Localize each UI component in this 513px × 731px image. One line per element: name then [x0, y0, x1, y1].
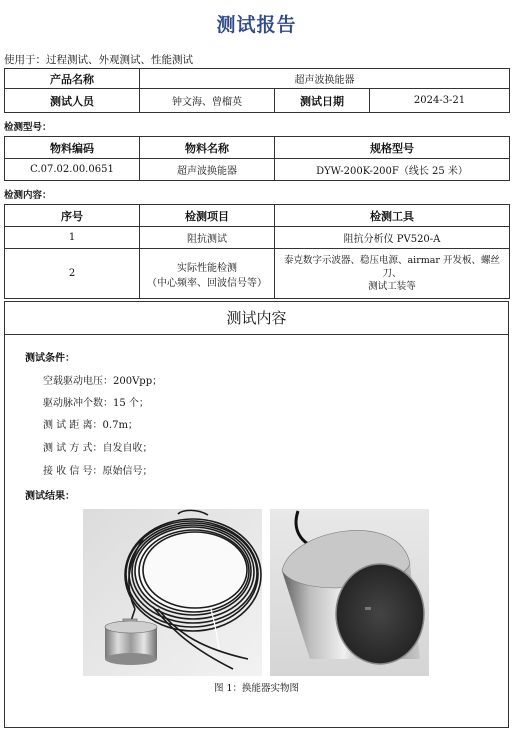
figure-caption: 图 1：换能器实物图 [213, 683, 300, 694]
transducer-cable-photo [83, 509, 262, 676]
tester-value: 钟文海、曾榴英 [140, 89, 275, 113]
content-section-heading: 检测内容： [4, 190, 52, 201]
report-title: 测试报告 [216, 14, 297, 36]
content-row-tool: 阻抗分析仪 PV520-A [275, 227, 510, 249]
conditions-label: 测试条件： [25, 353, 75, 364]
results-label: 测试结果： [25, 491, 75, 502]
content-row-item: 阻抗测试 [140, 227, 275, 249]
tool-line: 刀、 [382, 268, 402, 279]
transducer-closeup-photo [270, 509, 429, 676]
date-value: 2024-3-21 [370, 89, 510, 113]
model-section-heading: 检测型号： [4, 122, 52, 133]
condition-line: 接 收 信 号：原始信号； [43, 466, 153, 477]
model-spec: DYW-200K-200F（线长 25 米） [275, 159, 510, 181]
test-content-heading: 测试内容 [5, 302, 508, 335]
item-line: （中心频率、回波信号等） [147, 277, 267, 289]
model-header-spec: 规格型号 [275, 137, 510, 159]
model-header-name: 物料名称 [140, 137, 275, 159]
content-row-no: 1 [5, 227, 140, 249]
content-header-item: 检测项目 [140, 205, 275, 227]
content-row-tool [275, 249, 510, 299]
date-label: 测试日期 [275, 89, 370, 113]
content-table [4, 204, 510, 299]
condition-line: 空载驱动电压：200Vpp； [43, 376, 163, 387]
condition-line: 测 试 距 离：0.7m； [43, 420, 138, 431]
content-row-item [140, 249, 275, 299]
applies-to-text: 使用于：过程测试、外观测试、性能测试 [4, 54, 193, 66]
product-name-value: 超声波换能器 [140, 69, 510, 89]
model-name: 超声波换能器 [140, 159, 275, 181]
condition-line: 驱动脉冲个数：15 个； [43, 398, 149, 409]
content-header-tool: 检测工具 [275, 205, 510, 227]
test-content-box [4, 301, 509, 728]
condition-line: 测 试 方 式：自发自收； [43, 443, 153, 454]
tool-line: 测试工装等 [368, 281, 416, 292]
model-table [4, 136, 510, 181]
tester-label: 测试人员 [5, 89, 140, 113]
item-line: 实际性能检测 [177, 262, 237, 274]
model-header-code: 物料编码 [5, 137, 140, 159]
model-code: C.07.02.00.0651 [5, 159, 140, 181]
content-header-no: 序号 [5, 205, 140, 227]
content-row-no: 2 [5, 249, 140, 299]
product-name-label: 产品名称 [5, 69, 140, 89]
info-table [4, 68, 510, 113]
tool-line: 泰克数字示波器、稳压电源、airmar 开发板、螺丝 [284, 255, 500, 266]
